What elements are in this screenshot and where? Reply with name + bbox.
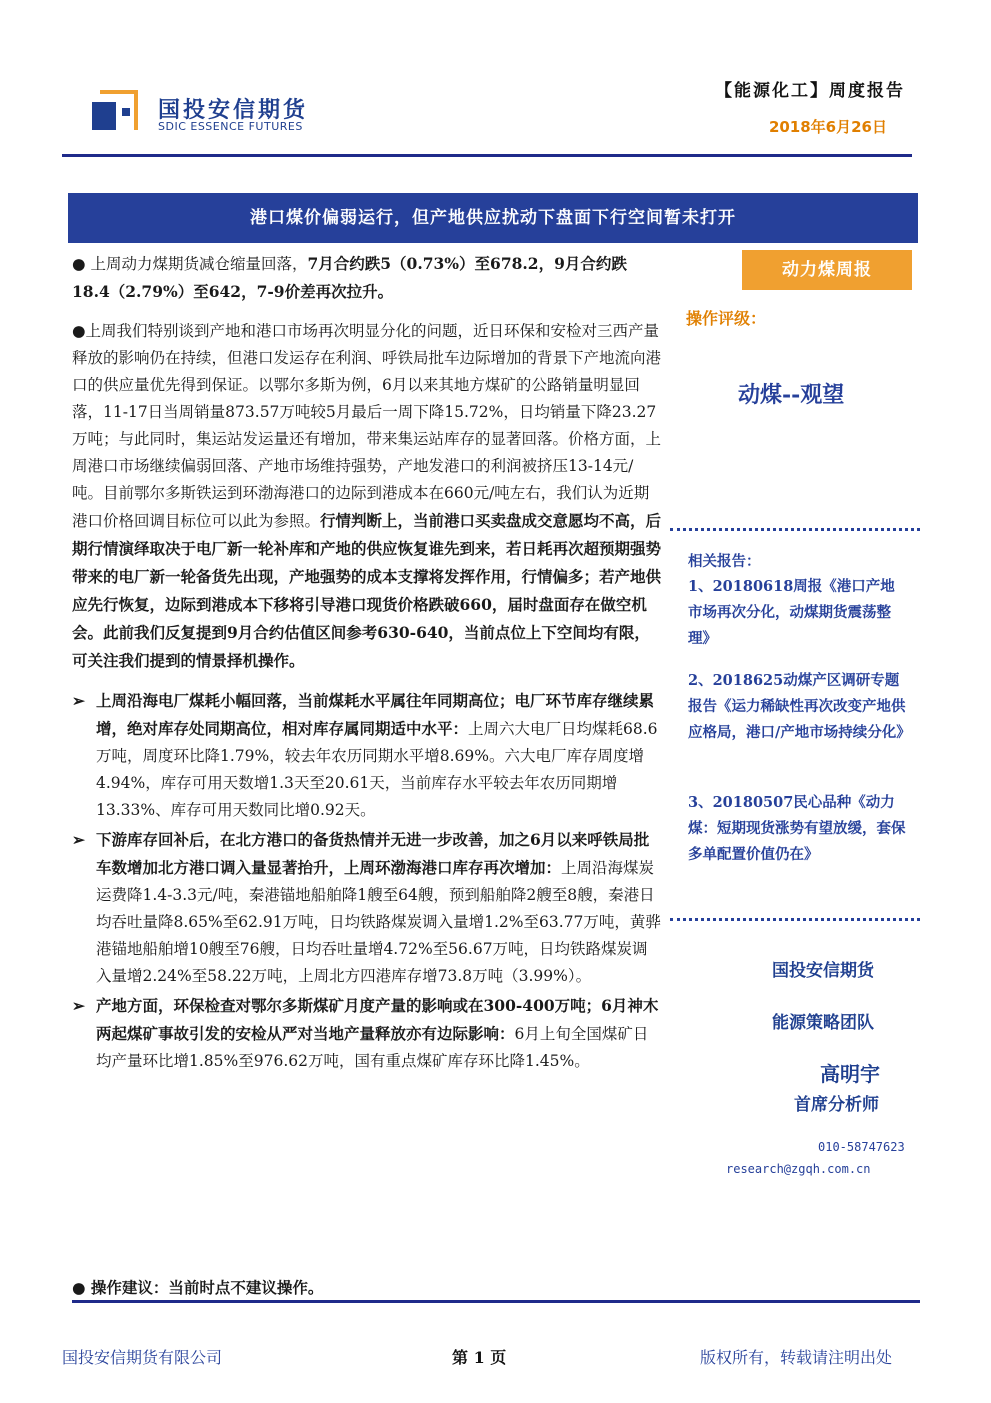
- list-item-heading: 下游库存回补后，在北方港口的备货热情并无进一步改善，加之6月以来呼铁局批车数增加北方港口调入量显著抬升，上周环渤海港口库存再次增加：: [96, 830, 650, 877]
- bullet-icon: ●: [72, 255, 86, 273]
- list-item-text: 6月上旬全国煤矿日均产量环比增1.85%至976.62万吨，国有重点煤矿库存环比降1.45%。: [96, 1025, 649, 1070]
- rating-value: 动煤--观望: [738, 382, 845, 408]
- related-reports-title: 相关报告：: [688, 553, 761, 570]
- analysis-text-b: 行情判断上，当前港口买卖盘成交意愿均不高，后期行情演绎取决于电厂新一轮补库和产地的供应恢复谁先到来，若日耗再次超预期强势带来的电厂新一轮备货先出现，产地强势的成本支撑将发挥作用，行情偏多；若产地供应先行恢复，边际到港成本下移将引导港口现货价格跌破660，届时盘面存在做空机会。此前我们反复提到9月合约估值区间参考630-640，当前点位上下空间均有限，可关注我们提到的情景择机操作。: [72, 511, 662, 670]
- page-number: 第 1 页: [452, 1348, 507, 1367]
- operation-advice: ● 操作建议：当前时点不建议操作。: [72, 1278, 324, 1297]
- phone-number: 010-58747623: [818, 1140, 905, 1154]
- email-link[interactable]: research@zgqh.com.cn: [726, 1162, 871, 1176]
- report-type: 【能源化工】周度报告: [715, 81, 905, 101]
- report-tag-label: 动力煤周报: [782, 260, 872, 280]
- team-name: 能源策略团队: [772, 1013, 874, 1033]
- analyst-title: 首席分析师: [794, 1095, 879, 1115]
- company-name: 国投安信期货: [772, 961, 874, 981]
- main-content: [72, 250, 662, 1077]
- header-divider: [62, 154, 912, 157]
- arrow-bullet-icon: ➢: [72, 830, 85, 849]
- list-item: [72, 826, 662, 990]
- list-item: [72, 687, 662, 824]
- summary-text-a: 上周动力煤期货减仓缩量回落，: [90, 255, 308, 273]
- rating-label: 操作评级：: [686, 309, 767, 328]
- list-item-heading: 上周沿海电厂煤耗小幅回落，当前煤耗水平属往年同期高位；电厂环节库存继续累增，绝对库存处同期高位，相对库存属同期适中水平：: [96, 691, 655, 738]
- list-item-text: 上周沿海煤炭运费降1.4-3.3元/吨，秦港锚地船舶降1艘至64艘，预到船舶降2艘至8艘，秦港日均吞吐量降8.65%至62.91万吨，日均铁路煤炭调入量增1.2%至63.77万吨，黄骅港锚地船舶增10艘至76艘，日均吞吐量增4.72%至56.67万吨，日均铁路煤炭调入量增2.24%至58.22万吨，上周北方四港库存增73.8万吨（3.99%）。: [96, 859, 661, 985]
- logo-name-cn: 国投安信期货: [158, 98, 309, 123]
- company-logo-icon: [92, 90, 138, 130]
- related-report-link[interactable]: 1、20180618周报《港口产地市场再次分化，动煤期货震荡整理》: [688, 578, 895, 647]
- related-report-link[interactable]: 3、20180507民心品种《动力煤：短期现货涨势有望放缓，套保多单配置价值仍在》: [688, 794, 906, 863]
- summary-text-b: 7月合约跌5（0.73%）至678.2，9月合约跌18.4（2.79%）至642，7-9价差再次拉升。: [72, 254, 627, 301]
- footer-copyright: 版权所有，转载请注明出处: [700, 1348, 893, 1367]
- analysis-text-a: ●上周我们特别谈到产地和港口市场再次明显分化的问题，近日环保和安检对三西产量释放的影响仍在持续，但港口发运存在利润、呼铁局批车边际增加的背景下产地流向港口的供应量优先得到保证。以鄂尔多斯为例，6月以来其地方煤矿的公路销量明显回落，11-17日当周销量873.57万吨较5月最后一周下降15.72%，日均销量下降23.27万吨；与此同时，集运站发运量还有增加，带来集运站库存的显著回落。价格方面，上周港口市场继续偏弱回落、产地市场维持强势，产地发港口的利润被挤压13-14元/吨。目前鄂尔多斯铁运到环渤海港口的边际到港成本在660元/吨左右，我们认为近期港口价格回调目标位可以此为参照。: [72, 322, 662, 530]
- list-item: [72, 992, 662, 1075]
- list-item-heading: 产地方面，环保检查对鄂尔多斯煤矿月度产量的影响或在300-400万吨；6月神木两起煤矿事故引发的安检从严对当地产量释放亦有边际影响：: [96, 996, 659, 1043]
- arrow-bullet-icon: ➢: [72, 996, 85, 1015]
- summary-paragraph: [72, 250, 662, 306]
- report-date: 2018年6月26日: [768, 118, 887, 136]
- analyst-name: 高明宇: [820, 1062, 880, 1086]
- arrow-bullet-icon: ➢: [72, 691, 85, 710]
- dotted-divider: [670, 528, 920, 531]
- analysis-paragraph: [72, 318, 662, 675]
- related-report-link[interactable]: 2、2018625动煤产区调研专题报告《运力稀缺性再次改变产地供应格局，港口/产地市场持续分化》: [688, 672, 911, 741]
- dotted-divider: [670, 918, 920, 921]
- logo-name-en: SDIC ESSENCE FUTURES: [158, 120, 303, 133]
- report-title: 港口煤价偏弱运行，但产地供应扰动下盘面下行空间暂未打开: [250, 208, 736, 228]
- footer-company: 国投安信期货有限公司: [62, 1348, 223, 1367]
- bottom-divider: [72, 1300, 920, 1303]
- list-item-text: 上周六大电厂日均煤耗68.6万吨，周度环比降1.79%，较去年农历同期水平增8.69%。六大电厂库存周度增4.94%，库存可用天数增1.3天至20.61天，当前库存水平较去年农历同期增13.33%、库存可用天数同比增0.92天。: [96, 720, 658, 819]
